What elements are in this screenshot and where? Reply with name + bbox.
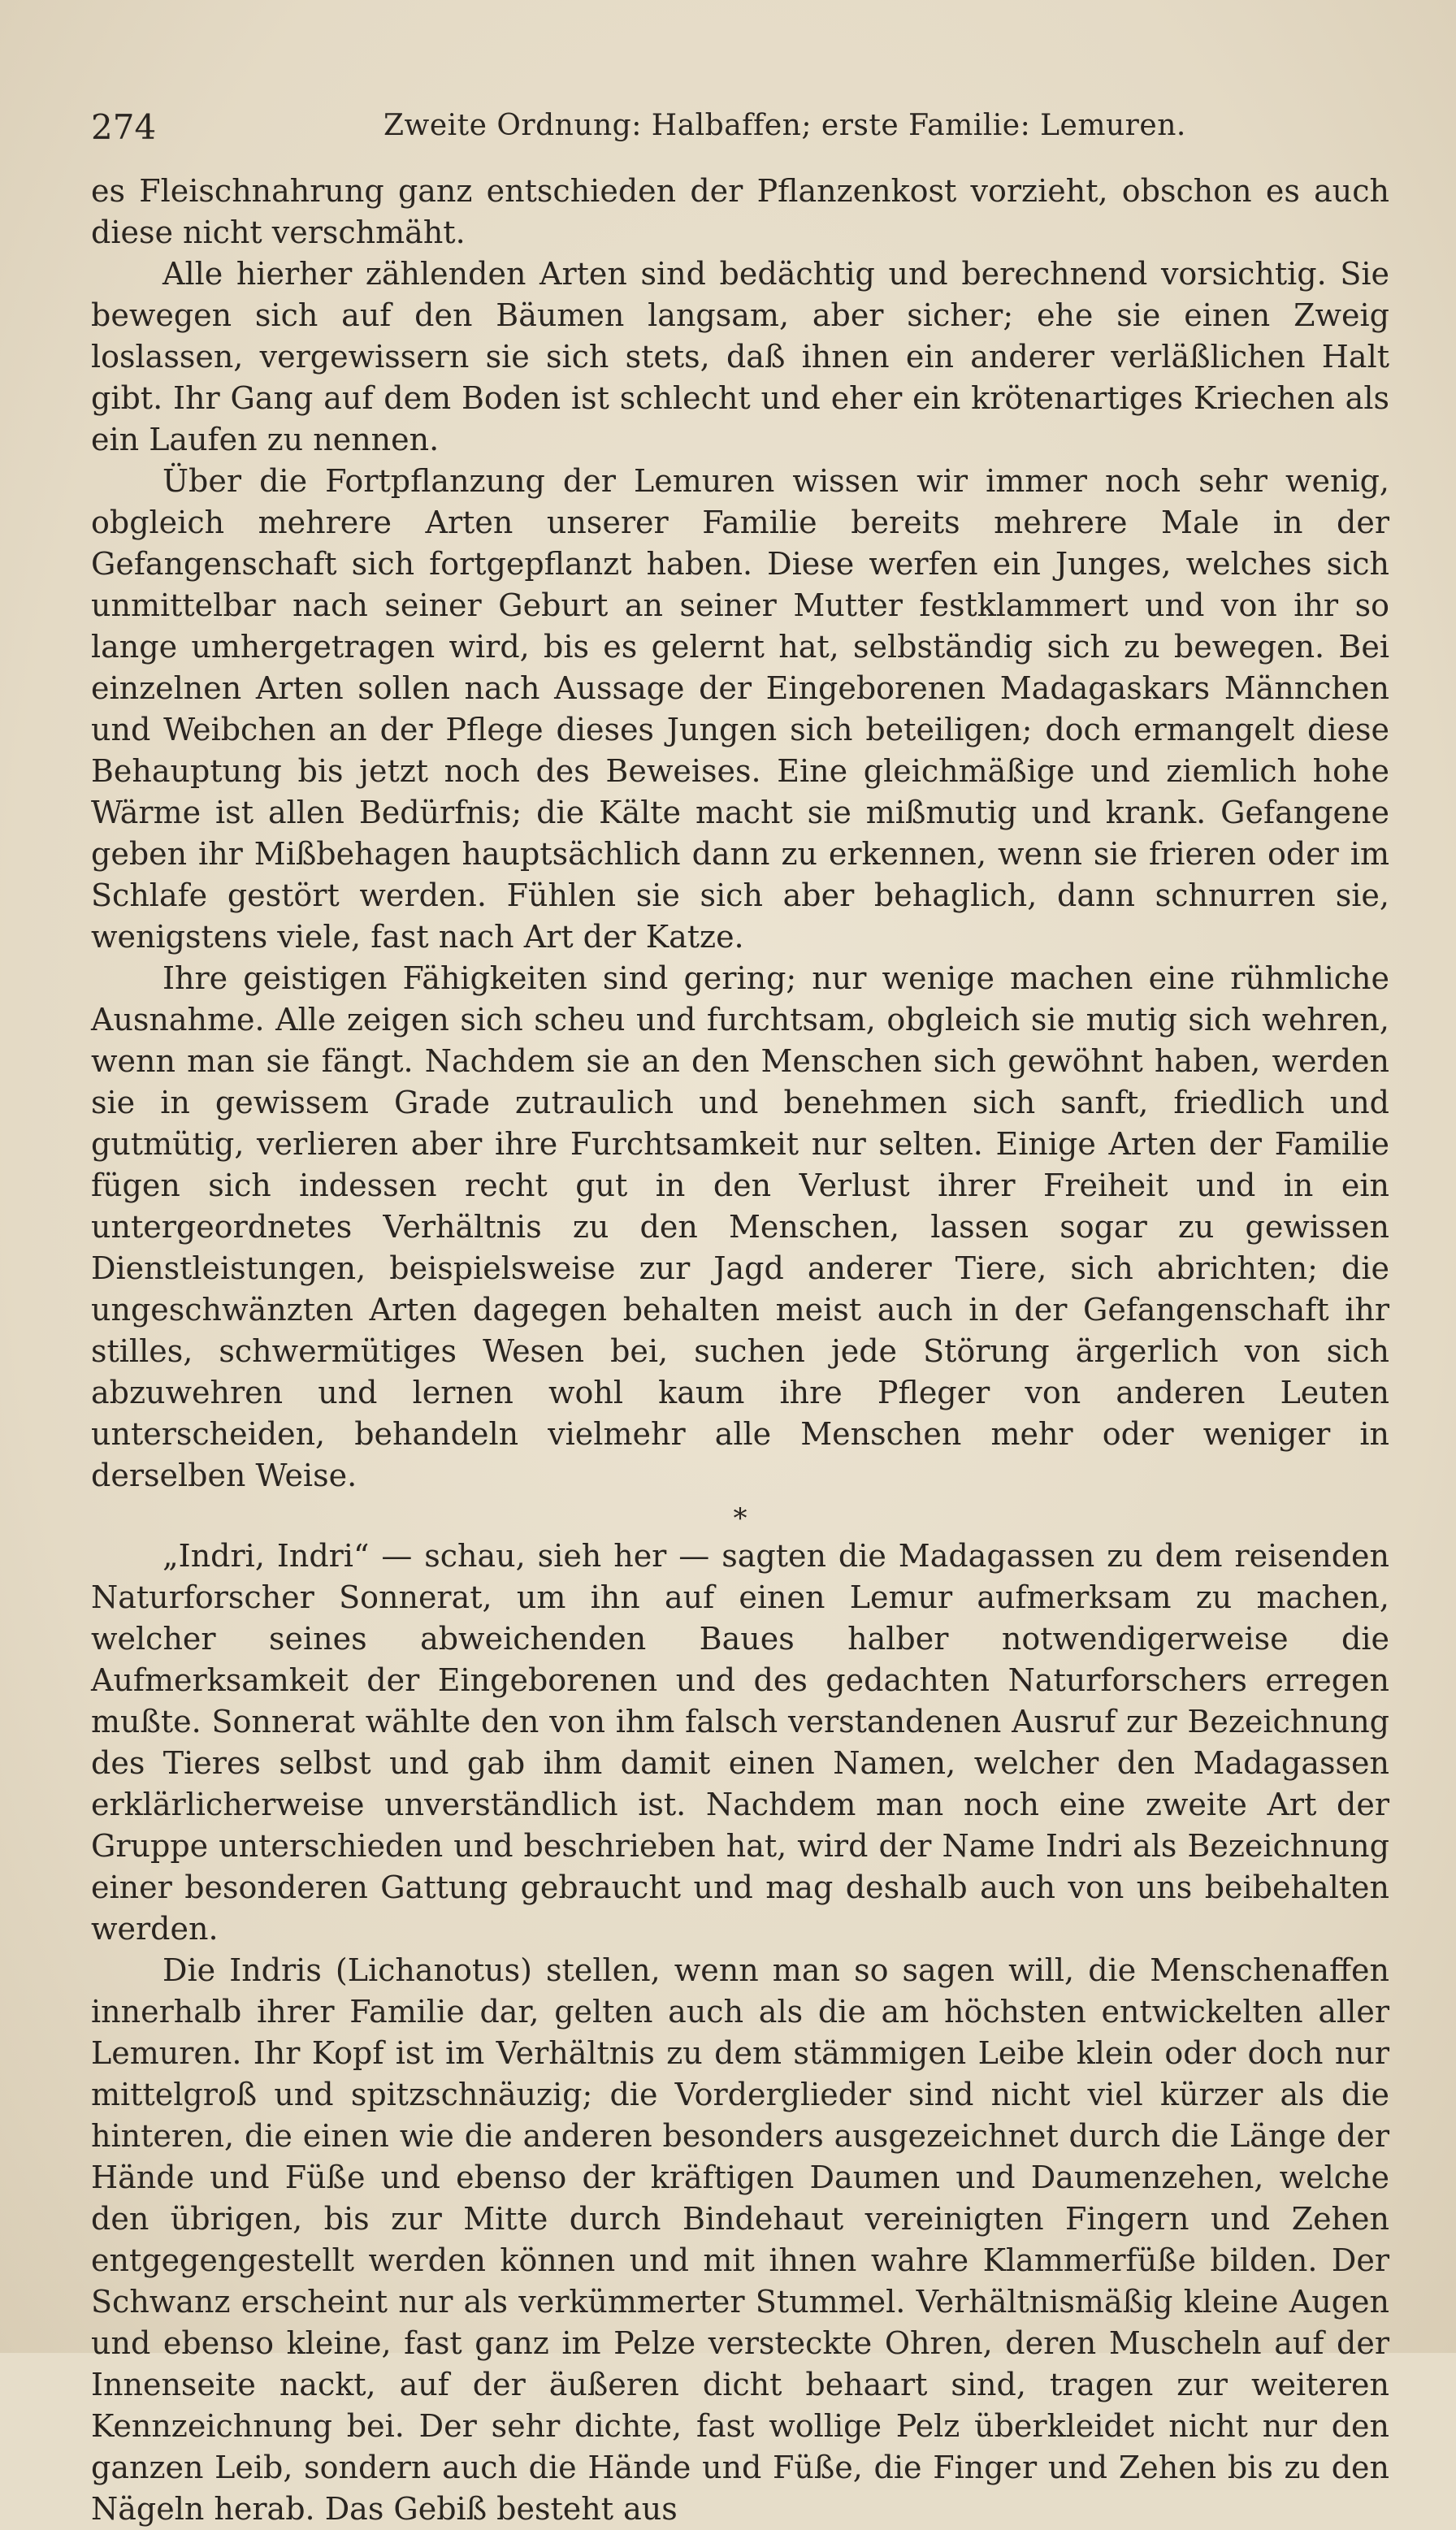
paragraph: Alle hierher zählenden Arten sind bedächtig und berechnend vorsichtig. Sie bewegen sich auf den Bäumen langsam, aber sicher; ehe sie einen Zweig loslassen, vergewissern sie sich stets, daß ihnen ein anderer verläßlichen Halt gibt. Ihr Gang auf dem Boden ist schlecht und eher ein krötenartiges Kriechen als ein Laufen zu nennen.	[91, 256, 1389, 457]
section-separator: *	[733, 1502, 748, 1535]
paragraph: Ihre geistigen Fähigkeiten sind gering; nur wenige machen eine rühmliche Ausnahme. Alle zeigen sich scheu und furchtsam, obgleich sie mutig sich wehren, wenn man sie fängt. Nachdem sie an den Menschen sich gewöhnt haben, werden sie in gewissem Grade zutraulich und benehmen sich sanft, friedlich und gutmütig, verlieren aber ihre Furchtsamkeit nur selten. Einige Arten der Familie fügen sich indessen recht gut in den Verlust ihrer Freiheit und in ein untergeordnetes Verhältnis zu den Menschen, lassen sogar zu gewissen Dienstleistungen, beispielsweise zur Jagd anderer Tiere, sich abrichten; die ungeschwänzten Arten dagegen behalten meist auch in der Gefangenschaft ihr stilles, schwermütiges Wesen bei, suchen jede Störung ärgerlich von sich abzuwehren und lernen wohl kaum ihre Pfleger von anderen Leuten unterscheiden, behandeln vielmehr alle Menschen mehr oder weniger in derselben Weise.	[91, 960, 1389, 1493]
page-number: 274	[91, 107, 157, 147]
paragraph: Die Indris (Lichanotus) stellen, wenn man so sagen will, die Menschenaffen innerhalb ihrer Familie dar, gelten auch als die am höchsten entwickelten aller Lemuren. Ihr Kopf ist im Verhältnis zu dem stämmigen Leibe klein oder doch nur mittelgroß und spitzschnäuzig; die Vorderglieder sind nicht viel kürzer als die hinteren, die einen wie die anderen besonders ausgezeichnet durch die Länge der Hände und Füße und ebenso der kräftigen Daumen und Daumenzehen, welche den übrigen, bis zur Mitte durch Bindehaut vereinigten Fingern und Zehen entgegengestellt werden können und mit ihnen wahre Klammerfüße bilden. Der Schwanz erscheint nur als verkümmerter Stummel. Verhältnismäßig kleine Augen und ebenso kleine, fast ganz im Pelze versteckte Ohren, deren Muscheln auf der Innenseite nackt, auf der äußeren dicht behaart sind, tragen zur weiteren Kennzeichnung bei. Der sehr dichte, fast wollige Pelz überkleidet nicht nur den ganzen Leib, sondern auch die Hände und Füße, die Finger und Zehen bis zu den Nägeln herab. Das Gebiß besteht aus	[91, 1952, 1389, 2527]
paragraph: Über die Fortpflanzung der Lemuren wissen wir immer noch sehr wenig, obgleich mehrere Arten unserer Familie bereits mehrere Male in der Gefangenschaft sich fortgepflanzt haben. Diese werfen ein Junges, welches sich unmittelbar nach seiner Geburt an seiner Mutter festklammert und von ihr so lange umhergetragen wird, bis es gelernt hat, selbständig sich zu bewegen. Bei einzelnen Arten sollen nach Aussage der Eingeborenen Madagaskars Männchen und Weibchen an der Pflege dieses Jungen sich beteiligen; doch ermangelt diese Behauptung bis jetzt noch des Beweises. Eine gleichmäßige und ziemlich hohe Wärme ist allen Bedürfnis; die Kälte macht sie mißmutig und krank. Gefangene geben ihr Mißbehagen hauptsächlich dann zu erkennen, wenn sie frieren oder im Schlafe gestört werden. Fühlen sie sich aber behaglich, dann schnurren sie, wenigstens viele, fast nach Art der Katze.	[91, 463, 1389, 955]
paragraph: „Indri, Indri“ — schau, sieh her — sagten die Madagassen zu dem reisenden Naturforscher Sonnerat, um ihn auf einen Lemur aufmerksam zu machen, welcher seines abweichenden Baues halber notwendigerweise die Aufmerksamkeit der Eingeborenen und des gedachten Naturforschers erregen mußte. Sonnerat wählte den von ihm falsch verstandenen Ausruf zur Bezeichnung des Tieres selbst und gab ihm damit einen Namen, welcher den Madagassen erklärlicherweise unverständlich ist. Nachdem man noch eine zweite Art der Gruppe unterschieden und beschrieben hat, wird der Name Indri als Bezeichnung einer besonderen Gattung gebraucht und mag deshalb auch von uns beibehalten werden.	[91, 1538, 1389, 1947]
running-head	[91, 107, 1391, 156]
body-text	[91, 171, 1389, 2530]
running-title: Zweite Ordnung: Halbaffen; erste Familie: Lemuren.	[384, 109, 1186, 142]
paragraph: es Fleischnahrung ganz entschieden der Pflanzenkost vorzieht, obschon es auch diese nicht verschmäht.	[91, 173, 1389, 250]
